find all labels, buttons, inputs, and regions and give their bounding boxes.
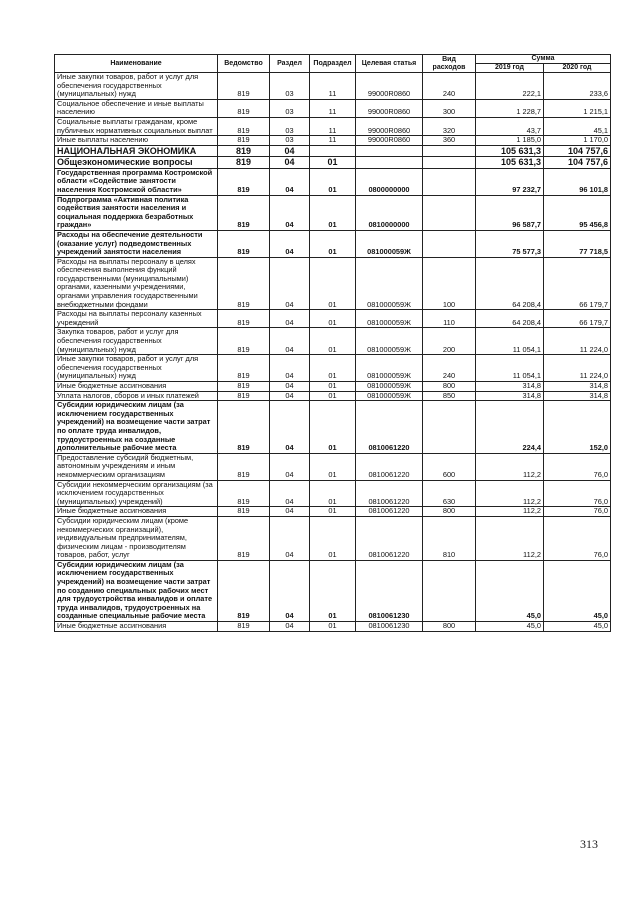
cell-dept: 819 [218,195,270,230]
cell-2019: 222,1 [476,73,544,100]
cell-dept: 819 [218,99,270,117]
cell-name: Расходы на выплаты персоналу казенных учреждений [55,310,218,328]
page-number: 313 [580,837,598,851]
cell-target: 99000R0860 [356,117,423,135]
cell-target: 0810061220 [356,401,423,454]
cell-2020: 77 718,5 [544,230,611,257]
cell-subsection: 01 [310,355,356,382]
cell-2019: 1 228,7 [476,99,544,117]
cell-exp-type: 240 [423,73,476,100]
cell-exp-type: 100 [423,257,476,310]
cell-exp-type: 800 [423,382,476,392]
header-section: Раздел [270,55,310,73]
cell-2020: 314,8 [544,382,611,392]
cell-name: Предоставление субсидий бюджетным, автономным учреждениям и иным некоммерческим организациям [55,453,218,480]
cell-section: 04 [270,310,310,328]
cell-subsection: 01 [310,401,356,454]
cell-2020: 104 757,6 [544,145,611,157]
cell-subsection: 01 [310,516,356,560]
cell-section: 04 [270,157,310,169]
cell-2020: 11 224,0 [544,328,611,355]
cell-dept: 819 [218,391,270,401]
cell-2019: 11 054,1 [476,355,544,382]
cell-section: 04 [270,401,310,454]
cell-target: 0810000000 [356,195,423,230]
cell-target: 0810061220 [356,507,423,517]
cell-section: 04 [270,507,310,517]
table-row [55,382,611,392]
table-body [55,73,611,632]
header-sum: Сумма [476,55,611,64]
cell-dept: 819 [218,480,270,507]
cell-dept: 819 [218,560,270,621]
header-subsection: Подраздел [310,55,356,73]
table-row [55,310,611,328]
cell-2020: 45,0 [544,622,611,632]
cell-section: 04 [270,168,310,195]
cell-target: 081000059Ж [356,391,423,401]
cell-dept: 819 [218,516,270,560]
cell-target: 99000R0860 [356,99,423,117]
cell-subsection: 01 [310,622,356,632]
cell-target: 081000059Ж [356,310,423,328]
cell-exp-type: 800 [423,507,476,517]
cell-2019: 105 631,3 [476,157,544,169]
cell-target: 081000059Ж [356,355,423,382]
header-target: Целевая статья [356,55,423,73]
cell-2019: 112,2 [476,516,544,560]
cell-target: 99000R0860 [356,73,423,100]
cell-subsection: 01 [310,560,356,621]
cell-exp-type [423,195,476,230]
cell-subsection: 01 [310,391,356,401]
cell-2019: 11 054,1 [476,328,544,355]
cell-target: 081000059Ж [356,382,423,392]
cell-2019: 75 577,3 [476,230,544,257]
cell-section: 04 [270,382,310,392]
cell-dept: 819 [218,257,270,310]
cell-2019: 112,2 [476,507,544,517]
table-row [55,157,611,169]
table-row [55,195,611,230]
cell-dept: 819 [218,230,270,257]
cell-dept: 819 [218,507,270,517]
cell-name: Закупка товаров, работ и услуг для обеспечения государственных (муниципальных) нужд [55,328,218,355]
table-row [55,391,611,401]
cell-section: 04 [270,145,310,157]
cell-dept: 819 [218,401,270,454]
table-row [55,99,611,117]
cell-dept: 819 [218,117,270,135]
cell-2019: 112,2 [476,480,544,507]
cell-target: 0810061220 [356,453,423,480]
cell-subsection: 01 [310,195,356,230]
cell-2020: 104 757,6 [544,157,611,169]
cell-subsection: 01 [310,168,356,195]
cell-target: 99000R0860 [356,136,423,146]
cell-2020: 233,6 [544,73,611,100]
cell-dept: 819 [218,382,270,392]
cell-2020: 76,0 [544,516,611,560]
cell-name: Иные бюджетные ассигнования [55,622,218,632]
cell-exp-type: 800 [423,622,476,632]
cell-exp-type [423,168,476,195]
cell-name: Общеэкономические вопросы [55,157,218,169]
table-row [55,622,611,632]
cell-name: Субсидии юридическим лицам (за исключением государственных учреждений) на возмещение части затрат по созданию специальных рабочих мест для трудоустройства инвалидов и оплате труда инвалидов, трудоустроенных на созданные специальные рабочие места [55,560,218,621]
cell-target: 0810061220 [356,480,423,507]
cell-exp-type: 300 [423,99,476,117]
cell-target: 0810061220 [356,516,423,560]
cell-dept: 819 [218,145,270,157]
cell-2020: 11 224,0 [544,355,611,382]
table-row [55,230,611,257]
cell-2020: 76,0 [544,453,611,480]
cell-subsection: 01 [310,453,356,480]
cell-2020: 45,0 [544,560,611,621]
cell-2019: 224,4 [476,401,544,454]
cell-2019: 64 208,4 [476,310,544,328]
cell-name: Субсидии некоммерческим организациям (за исключением государственных (муниципальных) учреждений) [55,480,218,507]
cell-name: Подпрограмма «Активная политика содействия занятости населения и социальная поддержка безработных граждан» [55,195,218,230]
cell-subsection: 11 [310,99,356,117]
cell-2020: 45,1 [544,117,611,135]
cell-name: Иные бюджетные ассигнования [55,382,218,392]
cell-dept: 819 [218,73,270,100]
cell-section: 03 [270,117,310,135]
cell-exp-type: 600 [423,453,476,480]
cell-section: 04 [270,391,310,401]
cell-exp-type: 630 [423,480,476,507]
table-row [55,328,611,355]
cell-dept: 819 [218,310,270,328]
cell-2020: 95 456,8 [544,195,611,230]
table-row [55,516,611,560]
cell-name: Иные закупки товаров, работ и услуг для обеспечения государственных (муниципальных) нужд [55,355,218,382]
cell-exp-type [423,560,476,621]
cell-subsection: 01 [310,507,356,517]
cell-2020: 76,0 [544,480,611,507]
cell-dept: 819 [218,622,270,632]
table-row [55,73,611,100]
header-dept: Ведомство [218,55,270,73]
cell-2020: 314,8 [544,391,611,401]
cell-section: 04 [270,480,310,507]
cell-2019: 96 587,7 [476,195,544,230]
table-row [55,168,611,195]
table-row [55,560,611,621]
cell-2019: 314,8 [476,391,544,401]
cell-dept: 819 [218,453,270,480]
table-row [55,136,611,146]
cell-name: Субсидии юридическим лицам (за исключением государственных учреждений) на возмещение части затрат по оплате труда инвалидов, трудоустроенных на созданные дополнительные рабочие места [55,401,218,454]
cell-exp-type [423,401,476,454]
cell-target: 081000059Ж [356,230,423,257]
header-name: Наименование [55,55,218,73]
cell-name: Иные выплаты населению [55,136,218,146]
cell-name: Иные бюджетные ассигнования [55,507,218,517]
cell-2019: 45,0 [476,560,544,621]
cell-2020: 66 179,7 [544,257,611,310]
cell-section: 04 [270,230,310,257]
cell-2020: 1 215,1 [544,99,611,117]
cell-subsection: 01 [310,328,356,355]
cell-2020: 76,0 [544,507,611,517]
cell-section: 04 [270,355,310,382]
cell-subsection: 01 [310,230,356,257]
cell-subsection: 01 [310,257,356,310]
cell-dept: 819 [218,136,270,146]
header-2020: 2020 год [544,64,611,73]
header-2019: 2019 год [476,64,544,73]
cell-section: 04 [270,560,310,621]
cell-exp-type: 360 [423,136,476,146]
cell-target: 0800000000 [356,168,423,195]
cell-2020: 66 179,7 [544,310,611,328]
cell-exp-type: 320 [423,117,476,135]
cell-name: Социальное обеспечение и иные выплаты населению [55,99,218,117]
cell-2019: 45,0 [476,622,544,632]
cell-section: 03 [270,73,310,100]
cell-subsection: 01 [310,310,356,328]
cell-exp-type [423,230,476,257]
cell-section: 03 [270,136,310,146]
table-row [55,117,611,135]
table-row [55,453,611,480]
cell-exp-type [423,157,476,169]
cell-subsection: 11 [310,136,356,146]
cell-section: 04 [270,516,310,560]
cell-target: 0810061230 [356,560,423,621]
cell-exp-type: 110 [423,310,476,328]
cell-exp-type: 240 [423,355,476,382]
cell-2020: 96 101,8 [544,168,611,195]
budget-table [54,54,611,632]
cell-name: Иные закупки товаров, работ и услуг для обеспечения государственных (муниципальных) нужд [55,73,218,100]
table-row [55,480,611,507]
cell-target [356,157,423,169]
cell-target [356,145,423,157]
cell-section: 04 [270,328,310,355]
cell-subsection: 01 [310,382,356,392]
cell-subsection: 01 [310,157,356,169]
table-row [55,145,611,157]
cell-name: Субсидии юридическим лицам (кроме некоммерческих организаций), индивидуальным предпринимателям, физическим лицам - производителям товаров, работ, услуг [55,516,218,560]
cell-2019: 314,8 [476,382,544,392]
cell-section: 04 [270,195,310,230]
cell-target: 081000059Ж [356,257,423,310]
cell-subsection [310,145,356,157]
cell-section: 04 [270,453,310,480]
cell-2019: 1 185,0 [476,136,544,146]
table-row [55,507,611,517]
cell-target: 0810061230 [356,622,423,632]
header-exp-type: Вид расходов [423,55,476,73]
cell-dept: 819 [218,328,270,355]
cell-subsection: 11 [310,73,356,100]
table-row [55,257,611,310]
cell-2019: 43,7 [476,117,544,135]
cell-name: Уплата налогов, сборов и иных платежей [55,391,218,401]
cell-dept: 819 [218,168,270,195]
cell-name: Расходы на обеспечение деятельности (оказание услуг) подведомственных учреждений занятости населения [55,230,218,257]
cell-subsection: 01 [310,480,356,507]
cell-name: Социальные выплаты гражданам, кроме публичных нормативных социальных выплат [55,117,218,135]
cell-2019: 64 208,4 [476,257,544,310]
cell-target: 081000059Ж [356,328,423,355]
cell-name: Государственная программа Костромской области «Содействие занятости населения Костромской области» [55,168,218,195]
cell-section: 04 [270,257,310,310]
cell-exp-type: 850 [423,391,476,401]
cell-exp-type: 810 [423,516,476,560]
cell-2019: 97 232,7 [476,168,544,195]
table-row [55,355,611,382]
table-row [55,401,611,454]
cell-2020: 1 170,0 [544,136,611,146]
cell-name: НАЦИОНАЛЬНАЯ ЭКОНОМИКА [55,145,218,157]
cell-subsection: 11 [310,117,356,135]
cell-2019: 105 631,3 [476,145,544,157]
cell-section: 04 [270,622,310,632]
cell-exp-type: 200 [423,328,476,355]
cell-2020: 152,0 [544,401,611,454]
cell-exp-type [423,145,476,157]
cell-section: 03 [270,99,310,117]
cell-name: Расходы на выплаты персоналу в целях обеспечения выполнения функций государственными (муниципальными) органами, казенными учреждениями, органами управления государственными внебюджетными фондами [55,257,218,310]
cell-dept: 819 [218,157,270,169]
cell-2019: 112,2 [476,453,544,480]
cell-dept: 819 [218,355,270,382]
